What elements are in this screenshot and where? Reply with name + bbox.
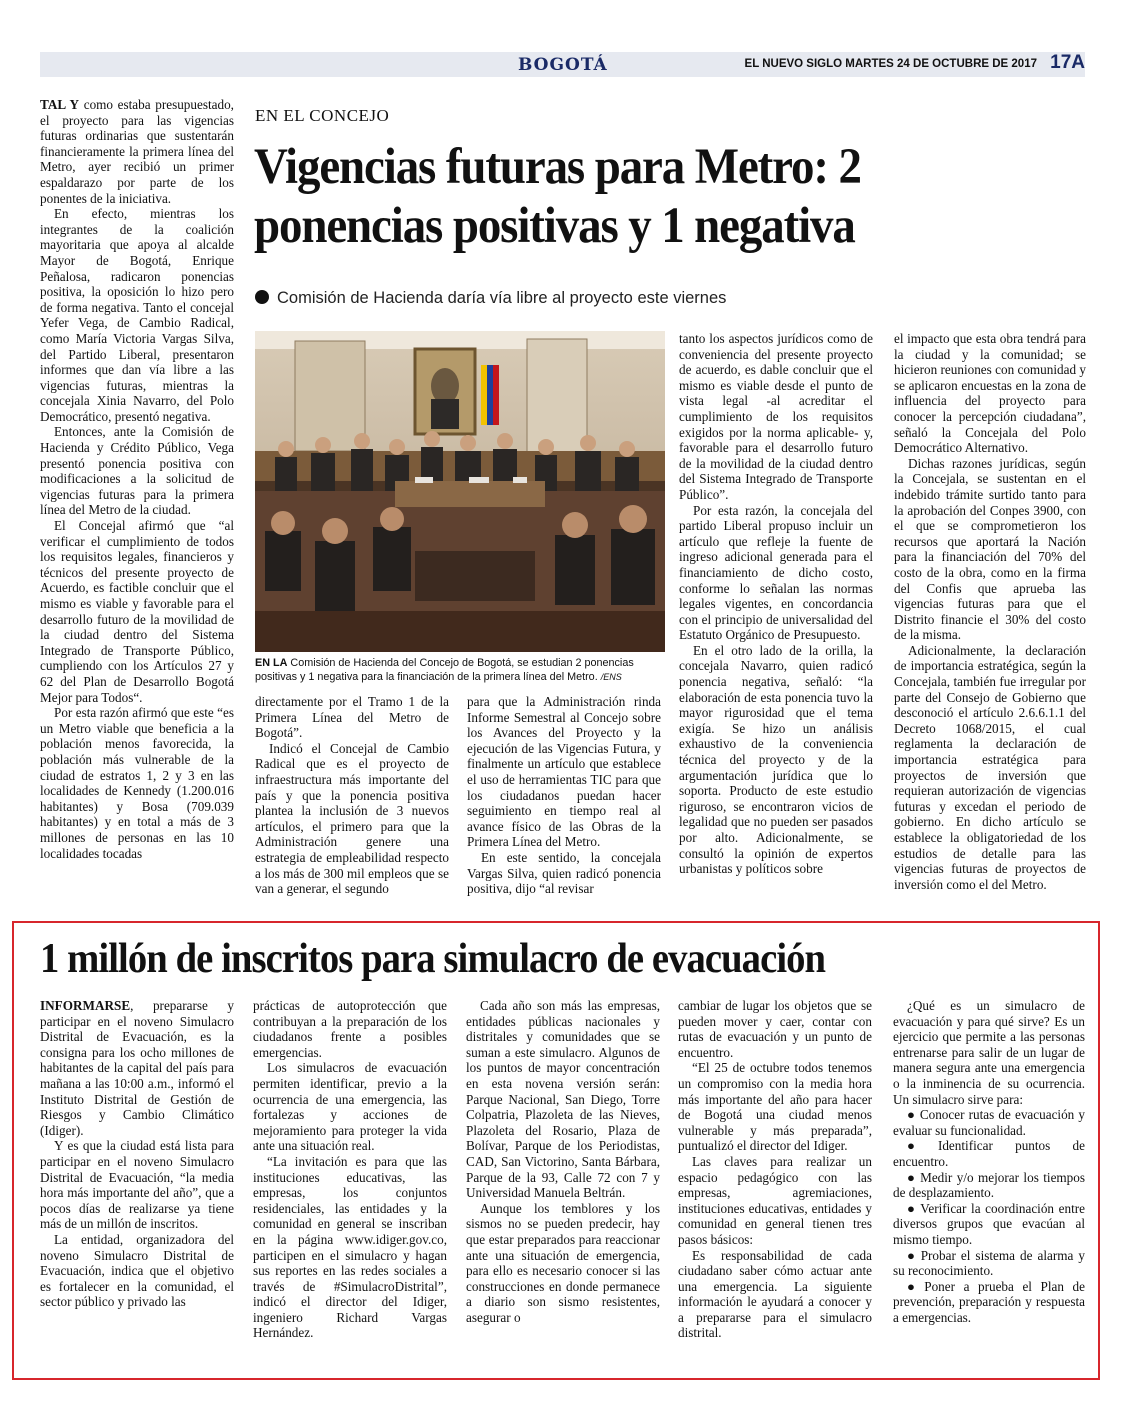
article2-paragraph: Y es que la ciudad está lista para participar en el noveno Simulacro Distrital de Evacuación, “la media hora más importante del año”, que a pocos días de realizarse ya tiene más de un millón de inscritos. xyxy=(40,1138,234,1232)
article1-column-1 xyxy=(40,97,234,861)
article1-subhead: Comisión de Hacienda daría vía libre al proyecto este viernes xyxy=(255,289,726,308)
article1-paragraph: directamente por el Tramo 1 de la Primera Línea del Metro de Bogotá”. xyxy=(255,694,449,741)
list-item: ● Poner a prueba el Plan de prevención, preparación y respuesta a emergencias. xyxy=(893,1279,1085,1326)
caption-lead: EN LA xyxy=(255,657,288,669)
article1-paragraph: Adicionalmente, la declaración de importancia estratégica, según la Concejala, también fue irregular por parte del Consejo de Gobierno que desconoció el artículo 2.6.6.1.1 del Decreto 1068/2015, el cual reglamenta la declaración de importancia estratégica para proyectos de inversión que requieran autorización de vigencias futuras y excedan el periodo de gobierno. En dicho artículo se establece la obligatoriedad de los estudios de detalle para las vigencias futuras de proyectos de inversión como el del Metro. xyxy=(894,642,1086,892)
article1-paragraph: En el otro lado de la orilla, la concejala Navarro, quien radicó ponencia negativa, señaló: “la elaboración de esta ponencia tuvo la mayor rigurosidad que el tema exigía. Se hizo un análisis exhaustivo de la conveniencia técnica del proyecto y de la argumentación jurídica que lo soporta. Producto de este estudio riguroso, se encontraron vicios de legalidad que no pueden ser pasados por alto. Adicionalmente, se consultó la opinión de expertos urbanistas y políticos sobre xyxy=(679,642,873,877)
list-item: ● Probar el sistema de alarma y su reconocimiento. xyxy=(893,1248,1085,1279)
list-item: ● Verificar la coordinación entre diversos grupos que evacúan al mismo tiempo. xyxy=(893,1201,1085,1248)
list-item: ● Identificar puntos de encuentro. xyxy=(893,1138,1085,1169)
article2-paragraph: cambiar de lugar los objetos que se pueden mover y caer, contar con rutas de evacuación y un punto de encuentro. xyxy=(678,998,872,1060)
article2-paragraph: Los simulacros de evacuación permiten identificar, previo a la ocurrencia de una emergencia, las fortalezas y acciones de mejoramiento para proteger la vida ante una situación real. xyxy=(253,1060,447,1154)
article1-paragraph: Indicó el Concejal de Cambio Radical que es el proyecto de infraestructura más importante del país y que la ponencia positiva plantea la inclusión de 3 nuevos artículos, el primero para que la Administración genere una estrategia de empleabilidad respecto a los más de 300 mil empleos que se van a generar, el segundo xyxy=(255,740,449,897)
article1-column-3 xyxy=(467,694,661,897)
article2-paragraph: Las claves para realizar un espacio pedagógico con las empresas, agremiaciones, instituciones educativas, entidades y comunidad en general tienen tres pasos básicos: xyxy=(678,1153,872,1247)
lead-in: INFORMARSE xyxy=(40,998,131,1013)
article1-column-2 xyxy=(255,694,449,897)
article1-paragraph: el impacto que esta obra tendrá para la ciudad y la comunidad; se hicieron reuniones con comunidad y se aplicaron encuestas en la zona de influencia del proyecto para conocer la percepción ciudadana”, señaló la Concejala del Polo Democrático Alternativo. xyxy=(894,331,1086,456)
article1-paragraph: TAL Y como estaba presupuestado, el proyecto para las vigencias futuras ordinarias que sustentarán financieramente la primera línea del Metro, ayer recibió un primer espaldarazo por parte de los ponentes de la iniciativa. xyxy=(40,97,234,206)
article1-paragraph: Por esta razón, la concejala del partido Liberal propuso incluir un artículo que refleje la fuente de ingreso adicional generada para el financiamiento de dicho costo, conforme lo señalan las normas legales vigentes, en concordancia con el principio de universalidad del Estatuto Orgánico de Presupuesto. xyxy=(679,502,873,643)
council-meeting-photo xyxy=(255,331,665,652)
article2-column-3 xyxy=(466,998,660,1325)
lead-in: TAL Y xyxy=(40,97,80,112)
article1-column-5 xyxy=(894,331,1086,892)
photo-credit: /ENS xyxy=(600,672,622,682)
article1-paragraph: El Concejal afirmó que “al verificar el cumplimiento de todos los requisitos legales, financieros y técnicos del presente proyecto de Acuerdo, es factible concluir que el mismo es viable y favorable para el desarrollo futuro de la movilidad de la ciudad dentro del Sistema Integrado de Transporte Público, cumpliendo con los Artículos 27 y 62 del Plan de Desarrollo Bogotá Mejor para Todos“. xyxy=(40,518,234,705)
article1-paragraph: Entonces, ante la Comisión de Hacienda y Crédito Público, Vega presentó ponencia positiva con modificaciones a la solicitud de vigencias futuras para la primera línea del Metro de la ciudad. xyxy=(40,424,234,518)
bullet-icon xyxy=(255,290,269,304)
article1-paragraph: En este sentido, la concejala Vargas Silva, quien radicó ponencia positiva, dijo “al revisar xyxy=(467,849,661,897)
list-item: ● Conocer rutas de evacuación y evaluar su funcionalidad. xyxy=(893,1107,1085,1138)
article2-paragraph: “La invitación es para que las instituciones educativas, las empresas, los conjuntos residenciales, las entidades y la comunidad en general se inscriban en la página www.idiger.gov.co, participen en el simulacro y hagan sus reportes en las redes sociales a través de #SimulacroDistrital”, indicó el director del Idiger, ingeniero Richard Vargas Hernández. xyxy=(253,1153,447,1341)
article2-paragraph: Es responsabilidad de cada ciudadano saber cómo actuar ante una emergencia. La siguiente información le ayudará a conocer y a prepararse para el simulacro distrital. xyxy=(678,1247,872,1341)
article2-column-2 xyxy=(253,998,447,1341)
article1-paragraph: Dichas razones jurídicas, según la Concejala, se sustentan en el indebido trámite surtido tanto para la aprobación del Conpes 3900, con el que se comprometieron los recursos que aportará la Nación para la financiación del 70% del costo de la obra, como en la firma del Confis que aprueba las vigencias futuras para que el Distrito financie el 30% del costo de la misma. xyxy=(894,455,1086,643)
section-title: BOGOTÁ xyxy=(518,55,608,75)
article2-paragraph: INFORMARSE, prepararse y participar en el noveno Simulacro Distrital de Evacuación, es la consigna para los ocho millones de habitantes de la capital del país para mañana a las 10:00 a.m., informó el Instituto Distrital de Gestión de Riesgos y Cambio Climático (Idiger). xyxy=(40,998,234,1138)
article1-paragraph: Por esta razón afirmó que este “es un Metro viable que beneficia a la población menos favorecida, la población más vulnerable de la ciudad de estratos 1, 2 y 3 en las localidades de Kennedy (1.200.016 habitantes) y Bosa (709.039 habitantes) y en total a más de 3 millones de personas en las 10 localidades tocadas xyxy=(40,705,234,861)
article2-paragraph: Aunque los temblores y los sismos no se pueden predecir, hay que estar preparados para reaccionar ante una situación de emergencia, para ello es necesario conocer si las construcciones en donde permanece a diario son sismo resistentes, asegurar o xyxy=(466,1200,660,1325)
article2-headline: 1 millón de inscritos para simulacro de evacuación xyxy=(40,936,826,982)
article2-paragraph: “El 25 de octubre todos tenemos un compromiso con la media hora más importante del año para hacer de Bogotá una ciudad menos vulnerable y más preparada”, puntualizó el director del Idiger. xyxy=(678,1060,872,1154)
article1-column-4 xyxy=(679,331,873,877)
dateline: EL NUEVO SIGLO MARTES 24 DE OCTUBRE DE 2017 xyxy=(744,58,1037,70)
list-item: ● Medir y/o mejorar los tiempos de desplazamiento. xyxy=(893,1170,1085,1201)
article2-paragraph: ¿Qué es un simulacro de evacuación y para qué sirve? Es un ejercicio que permite a las personas entrenarse para salir de un lugar de manera segura ante una emergencia o la inminencia de su ocurrencia. Un simulacro sirve para: xyxy=(893,998,1085,1107)
article1-paragraph: para que la Administración rinda Informe Semestral al Concejo sobre los Avances del Proyecto y la ejecución de las Vigencias Futura, y finalmente un artículo que establece el uso de herramientas TIC para que los ciudadanos puedan hacer seguimiento en tiempo real al avance físico de las Obras de la Primera Línea del Metro. xyxy=(467,694,661,850)
article1-kicker: EN EL CONCEJO xyxy=(255,106,390,125)
article1-paragraph: tanto los aspectos jurídicos como de conveniencia del presente proyecto de acuerdo, es dable concluir que el mismo es viable desde el punto de vista legal -al acreditar el cumplimiento de los requisitos exigidos por la norma aplicable- y, favorable para el desarrollo futuro de la movilidad de la ciudad dentro del Sistema Integrado de Transporte Público”. xyxy=(679,331,873,502)
article1-paragraph: En efecto, mientras los integrantes de la coalición mayoritaria que apoya al alcalde Mayor de Bogotá, Enrique Peñalosa, radicaron ponencias positiva, la oposición lo hizo pero de forma negativa. Tanto el concejal Yefer Vega, de Cambio Radical, como María Victoria Vargas Silva, del Partido Liberal, presentaron informes que dan vía libre a las vigencias futuras, mientras la concejala Xinia Navarro, del Polo Democrático, presentó negativa. xyxy=(40,206,234,424)
article2-paragraph: Cada año son más las empresas, entidades públicas nacionales y distritales y comunidades que se suman a este simulacro. Algunos de los puntos de mayor concentración en esta novena versión serán: Parque Nacional, San Diego, Torre Colpatria, Plazoleta de las Nieves, Plazoleta del Rosario, Plaza de Bolívar, Parque de los Periodistas, CAD, San Victorino, Santa Bárbara, Parque de la 93, Calle 72 con 7 y Universidad Manuela Beltrán. xyxy=(466,998,660,1201)
simulacro-benefits-list xyxy=(893,1107,1085,1325)
article1-headline: Vigencias futuras para Metro: 2 ponencias positivas y 1 negativa xyxy=(254,139,861,254)
article2-column-4 xyxy=(678,998,872,1341)
article2-paragraph: prácticas de autoprotección que contribuyan a la preparación de los ciudadanos frente a posibles emergencias. xyxy=(253,998,447,1060)
article2-paragraph: La entidad, organizadora del noveno Simulacro Distrital de Evacuación, indica que el objetivo es fortalecer en la comunidad, el sector público y privado las xyxy=(40,1231,234,1310)
photo-caption: EN LA Comisión de Hacienda del Concejo de Bogotá, se estudian 2 ponencias positivas y 1 negativa para la financiación de la primera línea del Metro. /ENS xyxy=(255,657,634,683)
article2-column-5 xyxy=(893,998,1085,1325)
page-number: 17A xyxy=(1050,52,1085,73)
article2-column-1 xyxy=(40,998,234,1310)
